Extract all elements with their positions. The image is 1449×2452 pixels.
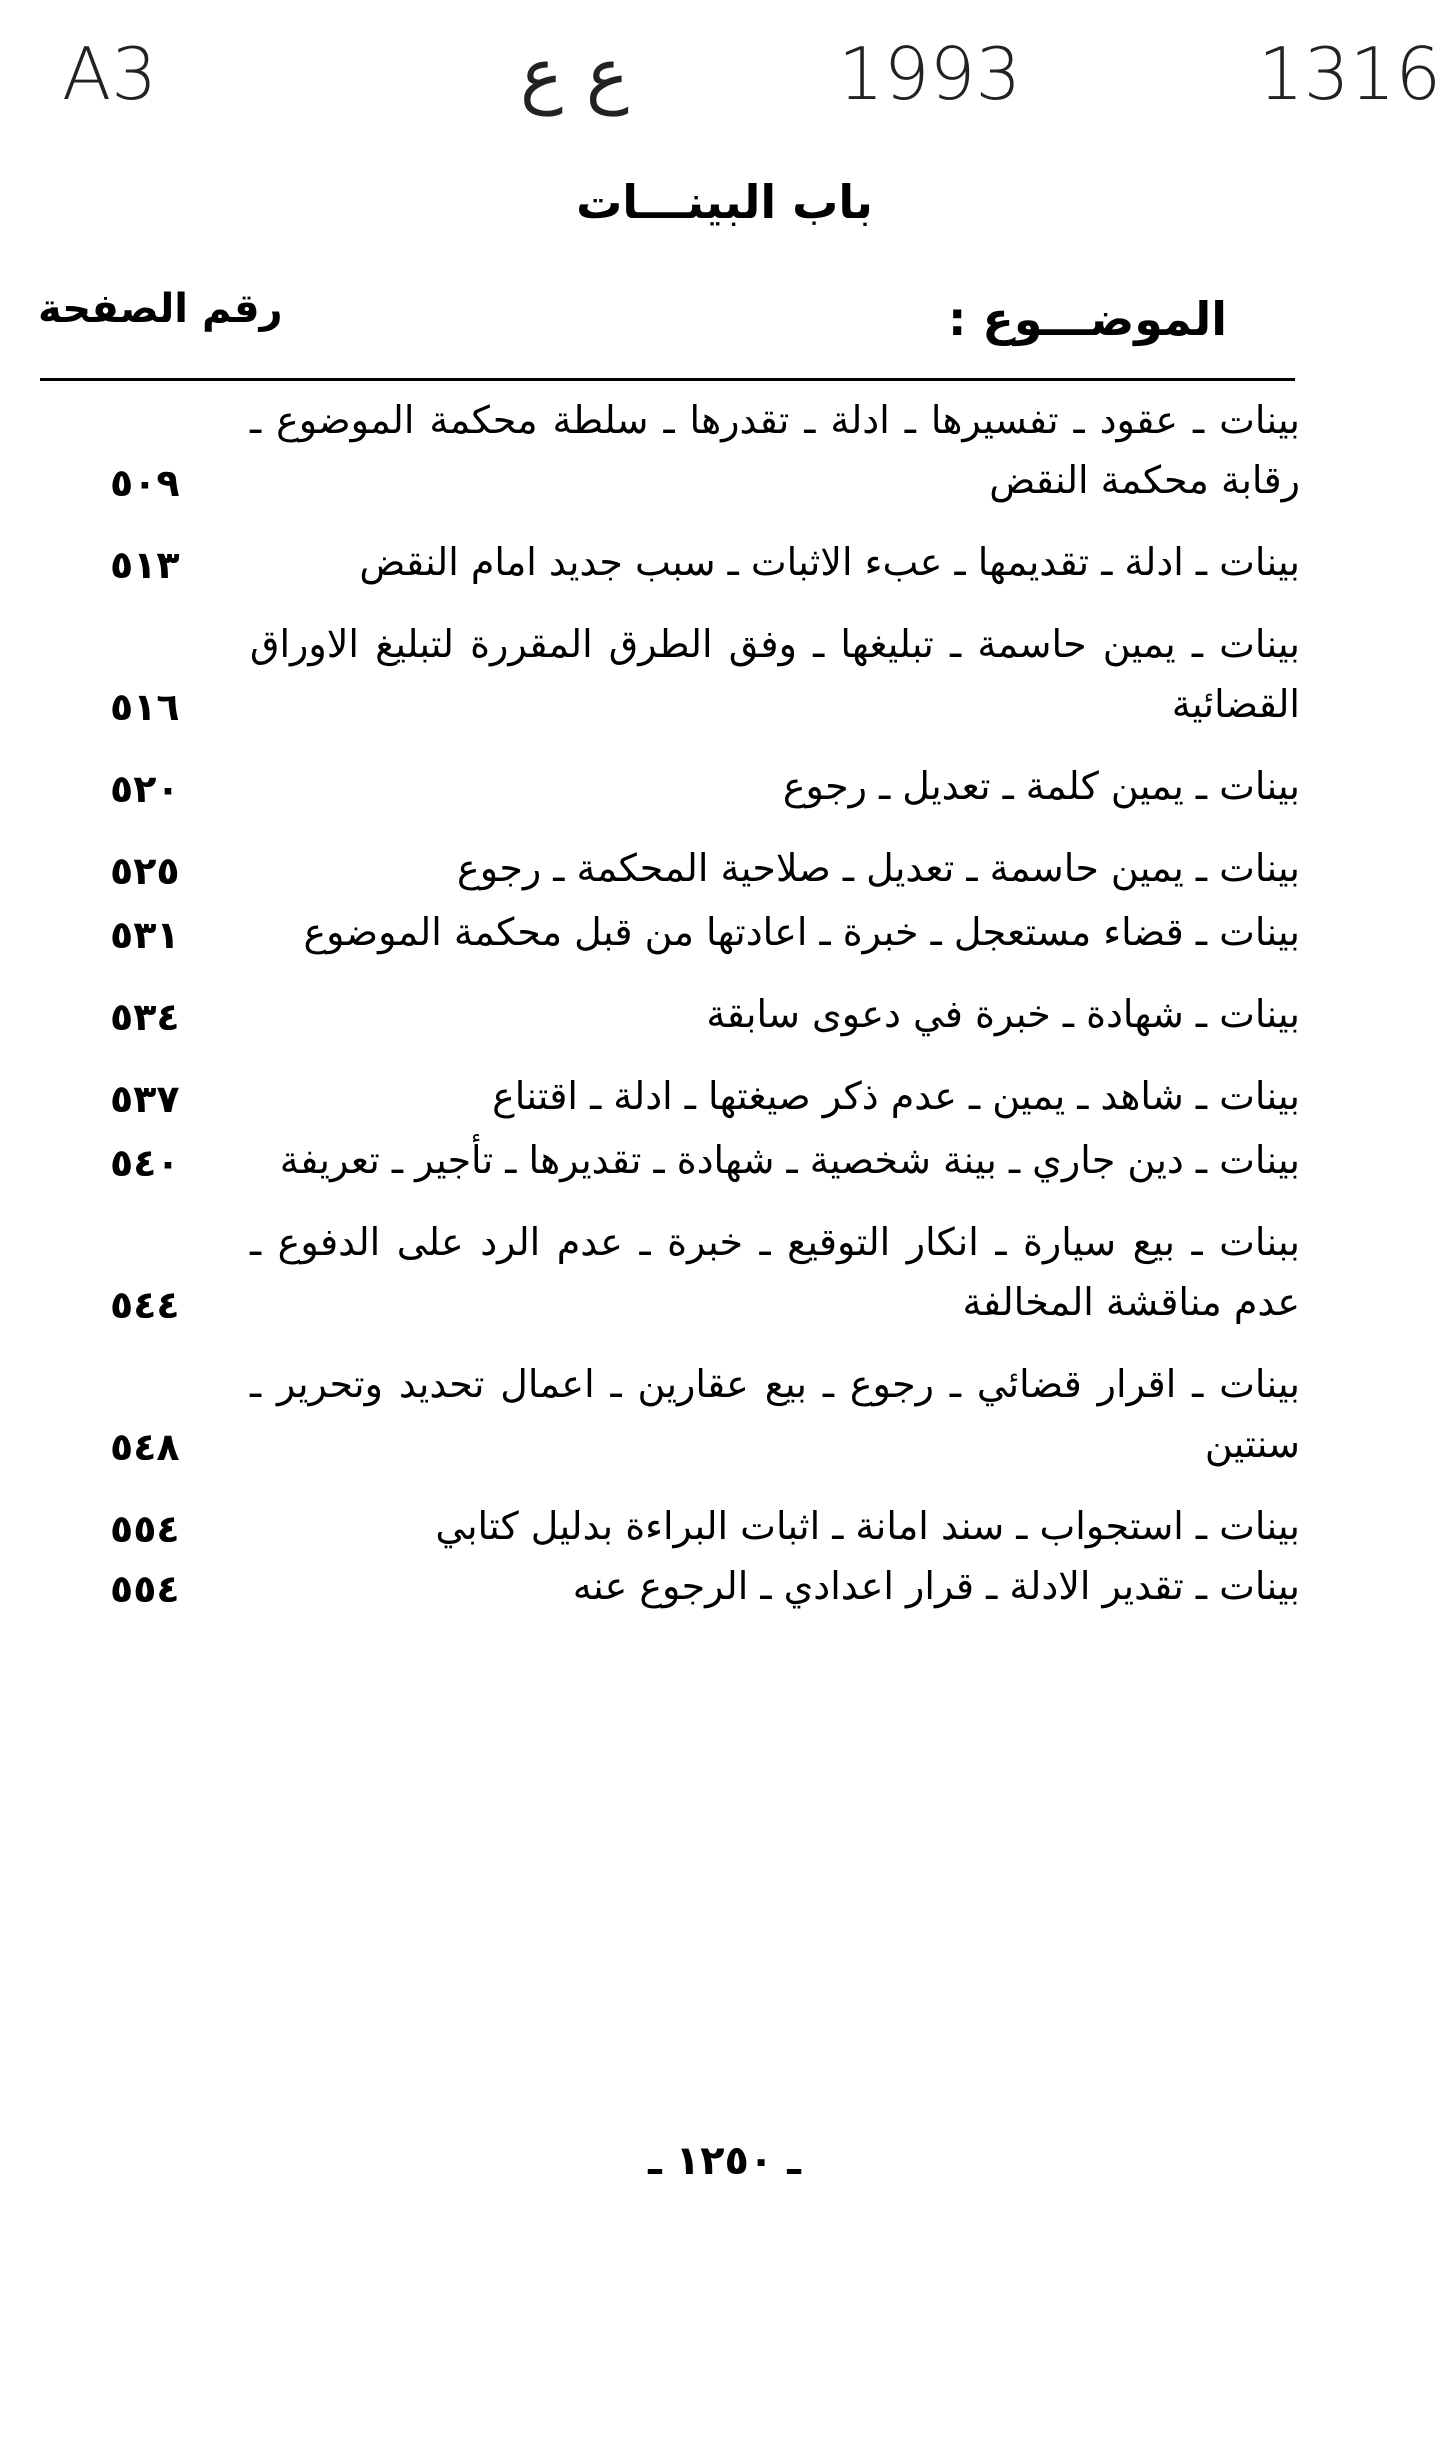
entry-page-number: ٥٤٨	[110, 1424, 180, 1469]
entry-topic: بينات ـ تقدير الادلة ـ قرار اعدادي ـ الرجوع عنه	[572, 1564, 1300, 1608]
index-entry	[40, 902, 1300, 962]
index-entry	[40, 1496, 1300, 1556]
entry-topic: بينات ـ عقود ـ تفسيرها ـ ادلة ـ تقدرها ـ سلطة محكمة الموضوع ـ رقابة محكمة النقض	[250, 398, 1300, 502]
index-entry	[40, 532, 1300, 592]
entry-page-number: ٥٣١	[110, 912, 180, 957]
entry-page-number: ٥٠٩	[110, 460, 180, 505]
index-entry	[40, 1212, 1300, 1332]
entry-topic: بينات ـ يمين حاسمة ـ تبليغها ـ وفق الطرق المقررة لتبليغ الاوراق القضائية	[250, 622, 1300, 726]
entry-topic: بينات ـ شاهد ـ يمين ـ عدم ذكر صيغتها ـ ادلة ـ اقتناع	[492, 1074, 1300, 1118]
entry-topic: بينات ـ استجواب ـ سند امانة ـ اثبات البراءة بدليل كتابي	[435, 1504, 1300, 1548]
entry-topic: بينات ـ يمين كلمة ـ تعديل ـ رجوع	[782, 764, 1300, 808]
index-entry	[40, 1066, 1300, 1126]
entry-page-number: ٥٢٠	[110, 766, 180, 811]
handwritten-mark-a3: A3	[62, 32, 158, 116]
index-entry	[40, 1354, 1300, 1474]
footer-page-number: ـ ١٢٥٠ ـ	[648, 2138, 801, 2184]
entry-page-number: ٥٣٧	[110, 1076, 180, 1121]
index-entry	[40, 614, 1300, 734]
entry-page-number: ٥٢٥	[110, 848, 180, 893]
entry-topic: بينات ـ قضاء مستعجل ـ خبرة ـ اعادتها من قبل محكمة الموضوع	[303, 910, 1300, 954]
index-entry	[40, 1130, 1300, 1190]
entry-topic: ببنات ـ بيع سيارة ـ انكار التوقيع ـ خبرة ـ عدم الرد على الدفوع ـ عدم مناقشة المخالفة	[250, 1220, 1300, 1324]
entry-topic: بينات ـ يمين حاسمة ـ تعديل ـ صلاحية المحكمة ـ رجوع	[457, 846, 1300, 890]
topic-column-header: الموضـــوع :	[947, 292, 1227, 346]
entry-topic: بينات ـ ادلة ـ تقديمها ـ عبء الاثبات ـ سبب جديد امام النقض	[359, 540, 1300, 584]
handwritten-mark-year: 1993	[838, 32, 1022, 116]
entry-page-number: ٥٤٠	[110, 1140, 180, 1185]
entry-topic: بينات ـ دين جاري ـ بينة شخصية ـ شهادة ـ تقديرها ـ تأجير ـ تعريفة	[279, 1138, 1300, 1182]
entry-page-number: ٥٤٤	[110, 1282, 180, 1327]
handwritten-mark-number: 1316	[1258, 32, 1442, 116]
section-title: باب البينـــات	[576, 175, 873, 229]
entry-page-number: ٥١٦	[110, 684, 180, 729]
index-entry	[40, 838, 1300, 898]
index-entry	[40, 756, 1300, 816]
page-column-header: رقم الصفحة	[38, 286, 283, 332]
entry-page-number: ٥٣٤	[110, 994, 180, 1039]
index-entry	[40, 390, 1300, 510]
entry-page-number: ٥٥٤	[110, 1506, 180, 1551]
index-entry	[40, 984, 1300, 1044]
index-entry	[40, 1556, 1300, 1616]
handwritten-mark-ain: ع ع	[520, 32, 629, 116]
index-entries	[40, 390, 1300, 1616]
entry-topic: بينات ـ شهادة ـ خبرة في دعوى سابقة	[706, 992, 1300, 1036]
entry-page-number: ٥١٣	[110, 542, 180, 587]
entry-page-number: ٥٥٤	[110, 1566, 180, 1611]
header-divider	[40, 378, 1295, 381]
entry-topic: بينات ـ اقرار قضائي ـ رجوع ـ بيع عقارين ـ اعمال تحديد وتحرير ـ سنتين	[250, 1362, 1300, 1466]
